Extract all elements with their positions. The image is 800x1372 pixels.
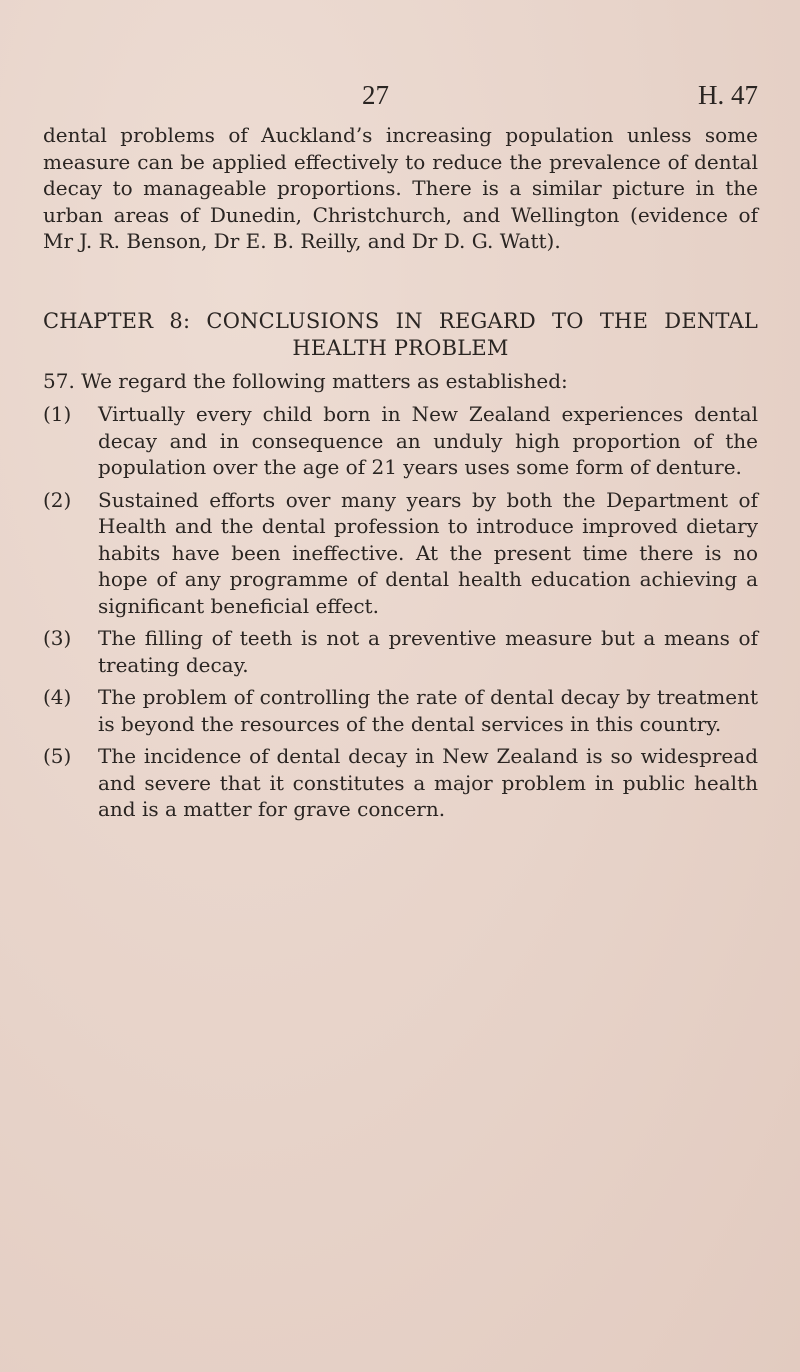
list-item-number: (1) bbox=[43, 402, 72, 426]
document-reference: H. 47 bbox=[698, 80, 758, 110]
section-intro: 57. We regard the following matters as established: bbox=[43, 368, 568, 393]
list-item bbox=[43, 625, 758, 678]
list-item bbox=[43, 743, 758, 823]
list-item-text: Virtually every child born in New Zealand experiences dental decay and in consequence an unduly high proportion of the population over the age of 21 years uses some form of denture. bbox=[98, 402, 758, 479]
chapter-heading bbox=[43, 308, 758, 362]
chapter-heading-line-1: CHAPTER 8: CONCLUSIONS IN REGARD TO THE DENTAL bbox=[43, 308, 758, 333]
list-item bbox=[43, 487, 758, 620]
list-item-text: The filling of teeth is not a preventive measure but a means of treating decay. bbox=[98, 626, 758, 677]
list-item bbox=[43, 684, 758, 737]
list-item-text: Sustained efforts over many years by both the Department of Health and the dental profession to introduce improved dietary habits have been ineffective. At the present time there is no hope of any programme of dental health education achieving a significant beneficial effect. bbox=[98, 487, 758, 618]
document-page bbox=[43, 80, 758, 829]
list-item-number: (4) bbox=[43, 685, 72, 709]
list-item-number: (2) bbox=[43, 487, 72, 512]
list-item-number: (5) bbox=[43, 744, 72, 768]
chapter-heading-line-2: HEALTH PROBLEM bbox=[292, 335, 509, 360]
page-number: 27 bbox=[362, 80, 389, 110]
list-item-text: The problem of controlling the rate of dental decay by treatment is beyond the resources of the dental services in this country. bbox=[98, 685, 758, 736]
opening-paragraph: dental problems of Auckland’s increasing population unless some measure can be applied effectively to reduce the prevalence of dental decay to manageable proportions. There is a similar picture in the urban areas of Dunedin, Christchurch, and Wellington (evidence of Mr J. R. Benson, Dr E. B. Reilly, and Dr D. G. Watt). bbox=[43, 123, 758, 253]
list-item bbox=[43, 401, 758, 481]
page-header bbox=[43, 80, 758, 112]
list-item-text: The incidence of dental decay in New Zealand is so widespread and severe that it constitutes a major problem in public health and is a matter for grave concern. bbox=[98, 744, 758, 821]
conclusions-list bbox=[43, 401, 758, 823]
list-item-number: (3) bbox=[43, 626, 72, 650]
